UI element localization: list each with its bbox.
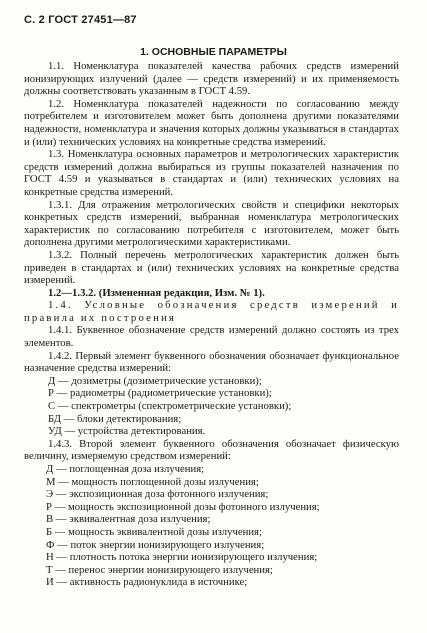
list-item: Р — радиометры (радиометрические установки); (48, 387, 272, 400)
list-item: Т — перенос энергии ионизирующего излучения; (46, 563, 273, 576)
paragraph-1-3-2: 1.3.2. Полный перечень метрологических характеристик должен быть приведен в стандартах и (или) технических условиях на конкретные средства измерений. (24, 248, 399, 287)
running-header: С. 2 ГОСТ 27451—87 (24, 14, 137, 26)
section-title: 1. ОСНОВНЫЕ ПАРАМЕТРЫ (140, 46, 287, 58)
paragraph-1-1: 1.1. Номенклатура показателей качества рабочих средств измерений ионизирующих излучений (далее — средств измерений) и их применяемость должны соответствовать указанным в ГОСТ 4.59. (24, 60, 399, 98)
paragraph-1-3: 1.3. Номенклатура основных параметров и метрологических характеристик средств измерений должна выбираться из группы показателей назначения по ГОСТ 4.59 и указываться в стандартах и (или) технических условиях на конкретные средства измерений. (24, 148, 399, 198)
document-body (24, 60, 399, 589)
paragraph-1-4: 1.4. Условные обозначения средств измерений и правила их построения (24, 299, 399, 324)
list-item: Д — дозиметры (дозиметрические установки); (48, 374, 262, 387)
paragraph-1-3-1: 1.3.1. Для отражения метрологических свойств и специфики некоторых конкретных средств измерений, выбранная номенклатура метрологических характеристик по согласованию потребителя с изготовителем, может быть дополнена другими метрологическими характеристиками. (24, 198, 399, 249)
paragraph-1-4-2: 1.4.2. Первый элемент буквенного обозначения обозначает функциональное назначение средства измерений: (24, 349, 399, 375)
list-item: Ф — поток энергии ионизирующего излучения; (46, 538, 265, 551)
list-item: УД — устройства детектирования. (48, 425, 206, 438)
paragraph-1-4-1: 1.4.1. Буквенное обозначение средств измерений должно состоять из трех элементов. (24, 324, 399, 350)
amendment-note: 1.2—1.3.2. (Измененная редакция, Изм. № 1). (48, 286, 265, 299)
list-item: Б — мощность эквивалентной дозы излучения; (46, 525, 262, 538)
paragraph-1-2: 1.2. Номенклатура показателей надежности по согласованию между потребителем и изготовителем может быть дополнена другими показателями надежности, номенклатура и значения которых должны указываться в стандартах и (или) технических условиях на конкретные средства измерений. (24, 97, 399, 148)
list-item: Р — мощность экспозиционной дозы фотонного излучения; (46, 500, 320, 513)
list-item: В — эквивалентная доза излучения; (46, 513, 211, 526)
list-item: БД — блоки детектирования; (48, 412, 182, 425)
list-item: Э — экспозиционная доза фотонного излучения; (46, 488, 269, 501)
list-item: С — спектрометры (спектрометрические установки); (48, 400, 292, 413)
list-item: М — мощность поглощенной дозы излучения; (46, 475, 259, 488)
list-item: Н — плотность потока энергии ионизирующего излучения; (46, 551, 318, 564)
paragraph-1-4-3: 1.4.3. Второй элемент буквенного обозначения обозначает физическую величину, измеряемую средством измерений: (24, 437, 399, 463)
list-item: Д — поглощенная доза излучения; (46, 463, 205, 475)
list-item: И — активность радионуклида в источнике; (46, 576, 248, 589)
